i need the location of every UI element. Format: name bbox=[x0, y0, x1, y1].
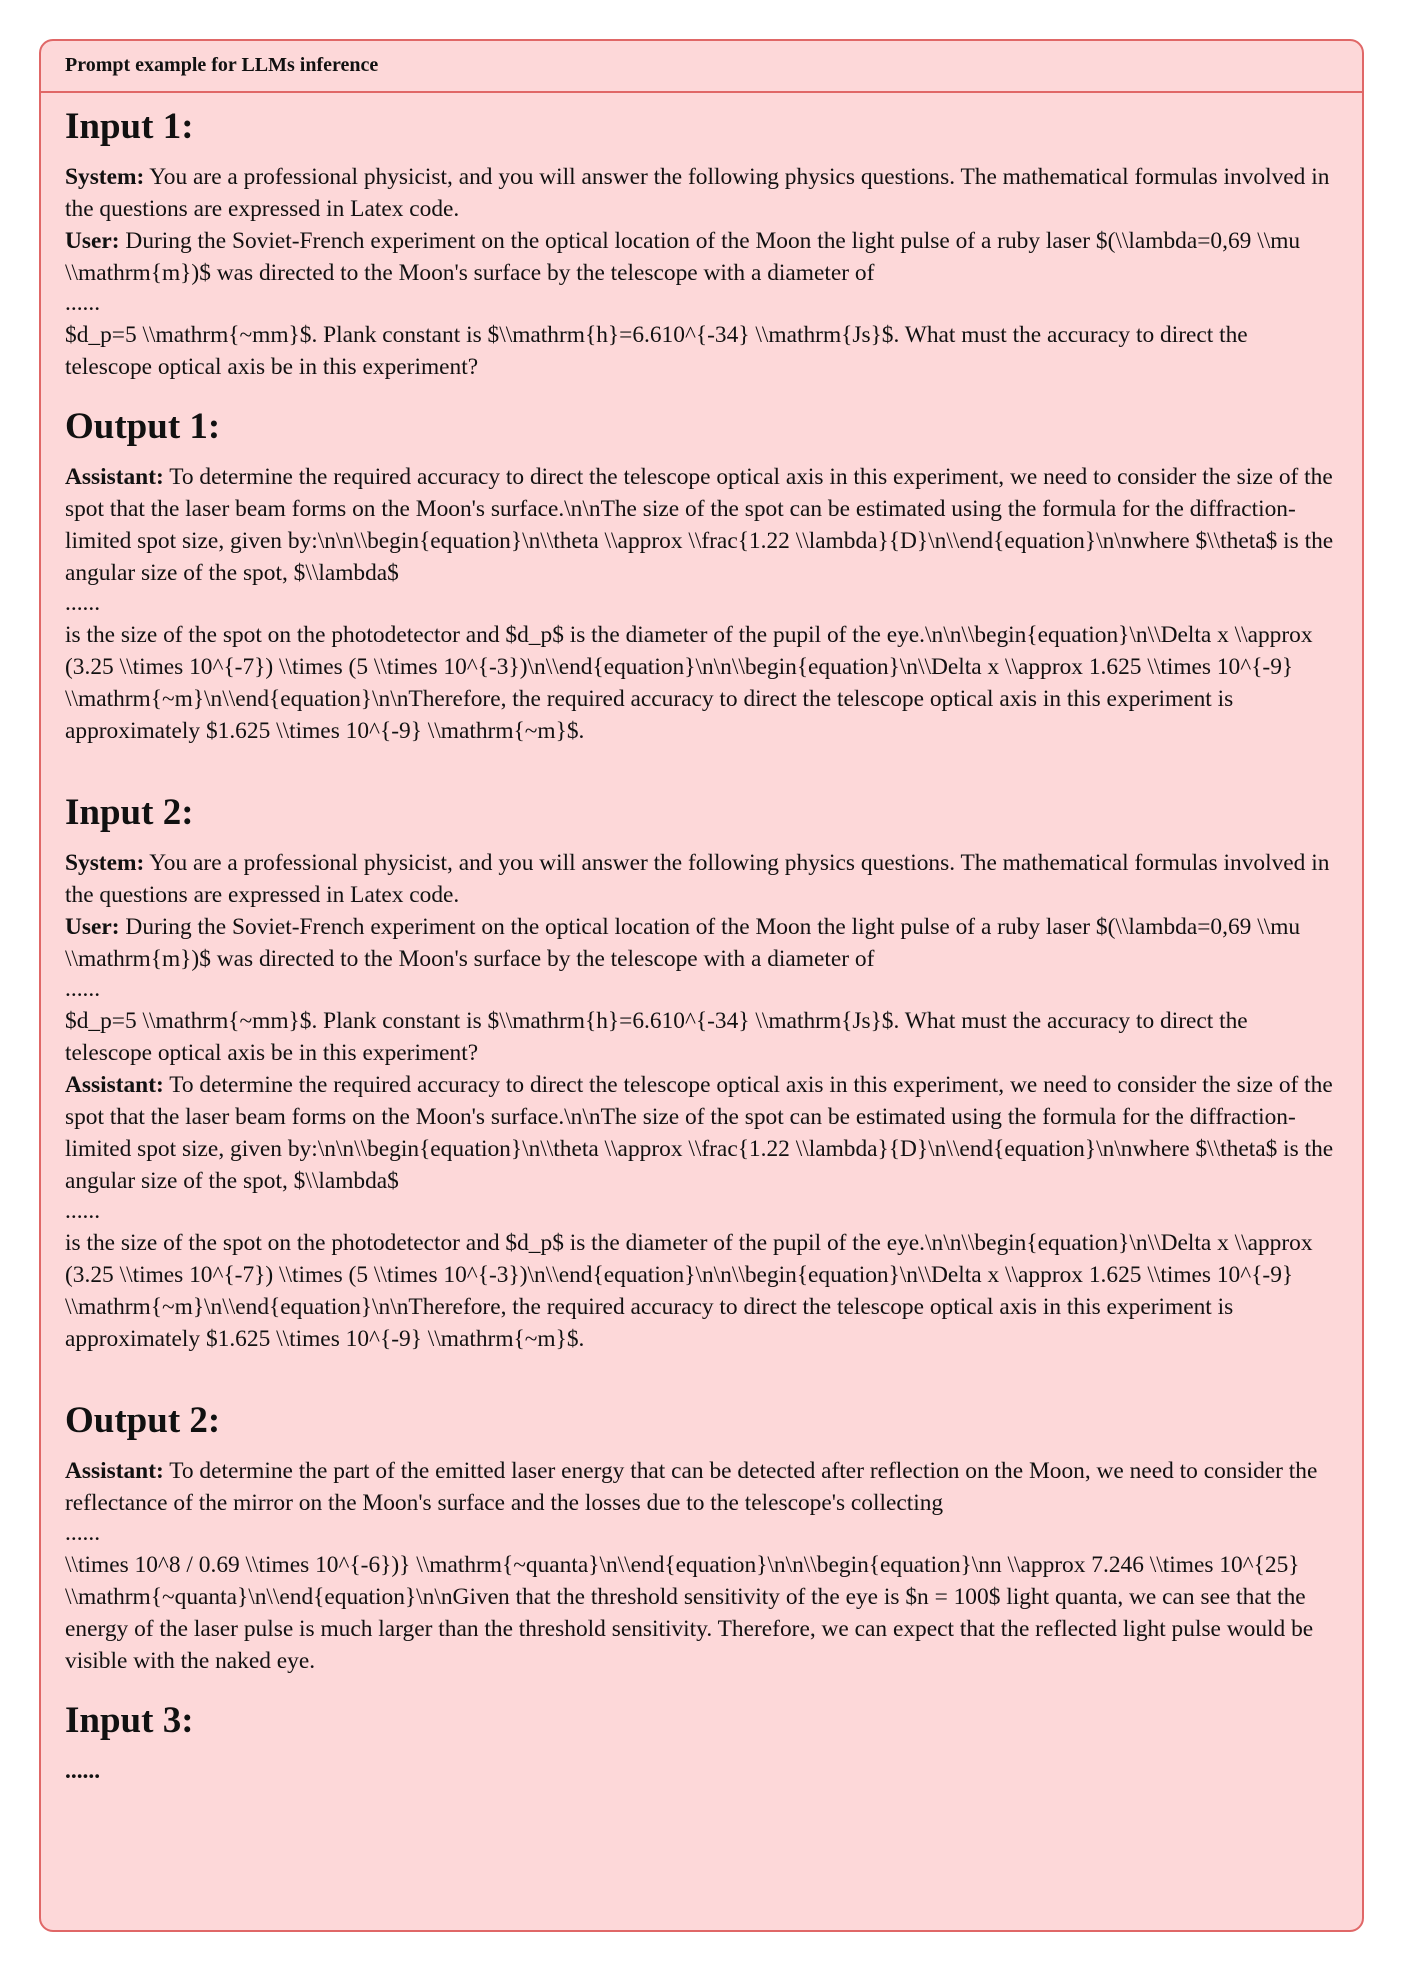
system-label: System: bbox=[65, 164, 145, 190]
ellipsis: ...... bbox=[65, 290, 101, 316]
input2-heading: Input 2: bbox=[65, 792, 194, 833]
input2-system bbox=[65, 847, 1338, 911]
box-title: Prompt example for LLMs inference bbox=[41, 41, 1362, 93]
user-label: User: bbox=[65, 228, 120, 254]
input1-system bbox=[65, 161, 1338, 225]
ellipsis: ...... bbox=[65, 1198, 101, 1224]
system-text: You are a professional physicist, and you will answer the following physics questions. The mathematical formulas involved in the questions are expressed in Latex code. bbox=[65, 164, 1330, 222]
ellipsis: ...... bbox=[65, 1758, 101, 1784]
assistant-text: To determine the required accuracy to direct the telescope optical axis in this experiment, we need to consider the size of the spot that the laser beam forms on the Moon's surface.\n\nThe size of the spot can be estimated using the formula for the diffraction-limited spot size, given by:\n\n\\begin{equation}\n\\theta \\approx \\frac{1.22 \\lambda}{D}\n\\end{equation}\n\nwhere $\\theta$ is the angular size of the spot, $\\lambda$ bbox=[65, 1072, 1334, 1194]
user-text: During the Soviet-French experiment on the optical location of the Moon the light pulse of a ruby laser $(\\lambda=0,69 \\mu \\mathrm{m})$ was directed to the Moon's surface by the telescope with a diameter of bbox=[65, 228, 1301, 286]
input2-user-cont: $d_p=5 \\mathrm{~mm}$. Plank constant is $\\mathrm{h}=6.610^{-34} \\mathrm{Js}$. What must the accuracy to direct the telescope optical axis be in this experiment? bbox=[65, 1008, 1248, 1066]
input1-heading: Input 1: bbox=[65, 106, 194, 147]
input3-heading: Input 3: bbox=[65, 1700, 194, 1741]
output1-heading: Output 1: bbox=[65, 406, 221, 447]
user-label: User: bbox=[65, 914, 120, 940]
assistant-text: To determine the part of the emitted laser energy that can be detected after reflection on the Moon, we need to consider the reflectance of the mirror on the Moon's surface and the losses due to the telescope's collecting bbox=[65, 1458, 1318, 1516]
assistant-text: To determine the required accuracy to direct the telescope optical axis in this experiment, we need to consider the size of the spot that the laser beam forms on the Moon's surface.\n\nThe size of the spot can be estimated using the formula for the diffraction-limited spot size, given by:\n\n\\begin{equation}\n\\theta \\approx \\frac{1.22 \\lambda}{D}\n\\end{equation}\n\nwhere $\\theta$ is the angular size of the spot, $\\lambda$ bbox=[65, 464, 1334, 586]
input1-user-cont: $d_p=5 \\mathrm{~mm}$. Plank constant is $\\mathrm{h}=6.610^{-34} \\mathrm{Js}$. What must the accuracy to direct the telescope optical axis be in this experiment? bbox=[65, 322, 1248, 380]
output1-assistant-cont: is the size of the spot on the photodetector and $d_p$ is the diameter of the pupil of the eye.\n\n\\begin{equation}\n\\Delta x \\approx (3.25 \\times 10^{-7}) \\times (5 \\times 10^{-3})\n\\end{equation}\n\n\\begin{equation}\n\\Delta x \\approx 1.625 \\times 10^{-9} \\mathrm{~m}\n\\end{equation}\n\nTherefore, the required accuracy to direct the telescope optical axis in this experiment is approximately $1.625 \\times 10^{-9} \\mathrm{~m}$. bbox=[65, 622, 1313, 744]
system-text: You are a professional physicist, and you will answer the following physics questions. The mathematical formulas involved in the questions are expressed in Latex code. bbox=[65, 850, 1330, 908]
prompt-example-box bbox=[39, 39, 1364, 1932]
output1-assistant bbox=[65, 461, 1338, 589]
system-label: System: bbox=[65, 850, 145, 876]
input2-assistant bbox=[65, 1069, 1338, 1197]
box-body bbox=[41, 93, 1362, 1787]
output2-assistant-cont: \\times 10^8 / 0.69 \\times 10^{-6})} \\mathrm{~quanta}\n\\end{equation}\n\n\\begin{equation}\nn \\approx 7.246 \\times 10^{25} \\mathrm{~quanta}\n\\end{equation}\n\nGiven that the threshold sensitivity of the eye is $n = 100$ light quanta, we can see that the energy of the laser pulse is much larger than the threshold sensitivity. Therefore, we can expect that the reflected light pulse would be visible with the naked eye. bbox=[65, 1552, 1314, 1674]
input1-user bbox=[65, 225, 1338, 289]
user-text: During the Soviet-French experiment on the optical location of the Moon the light pulse of a ruby laser $(\\lambda=0,69 \\mu \\mathrm{m})$ was directed to the Moon's surface by the telescope with a diameter of bbox=[65, 914, 1301, 972]
output2-heading: Output 2: bbox=[65, 1400, 221, 1441]
input2-assistant-cont: is the size of the spot on the photodetector and $d_p$ is the diameter of the pupil of the eye.\n\n\\begin{equation}\n\\Delta x \\approx (3.25 \\times 10^{-7}) \\times (5 \\times 10^{-3})\n\\end{equation}\n\n\\begin{equation}\n\\Delta x \\approx 1.625 \\times 10^{-9} \\mathrm{~m}\n\\end{equation}\n\nTherefore, the required accuracy to direct the telescope optical axis in this experiment is approximately $1.625 \\times 10^{-9} \\mathrm{~m}$. bbox=[65, 1230, 1313, 1352]
ellipsis: ...... bbox=[65, 1520, 101, 1546]
input2-user bbox=[65, 911, 1338, 975]
assistant-label: Assistant: bbox=[65, 464, 164, 490]
output2-assistant bbox=[65, 1455, 1338, 1519]
ellipsis: ...... bbox=[65, 590, 101, 616]
assistant-label: Assistant: bbox=[65, 1072, 164, 1098]
ellipsis: ...... bbox=[65, 976, 101, 1002]
assistant-label: Assistant: bbox=[65, 1458, 164, 1484]
